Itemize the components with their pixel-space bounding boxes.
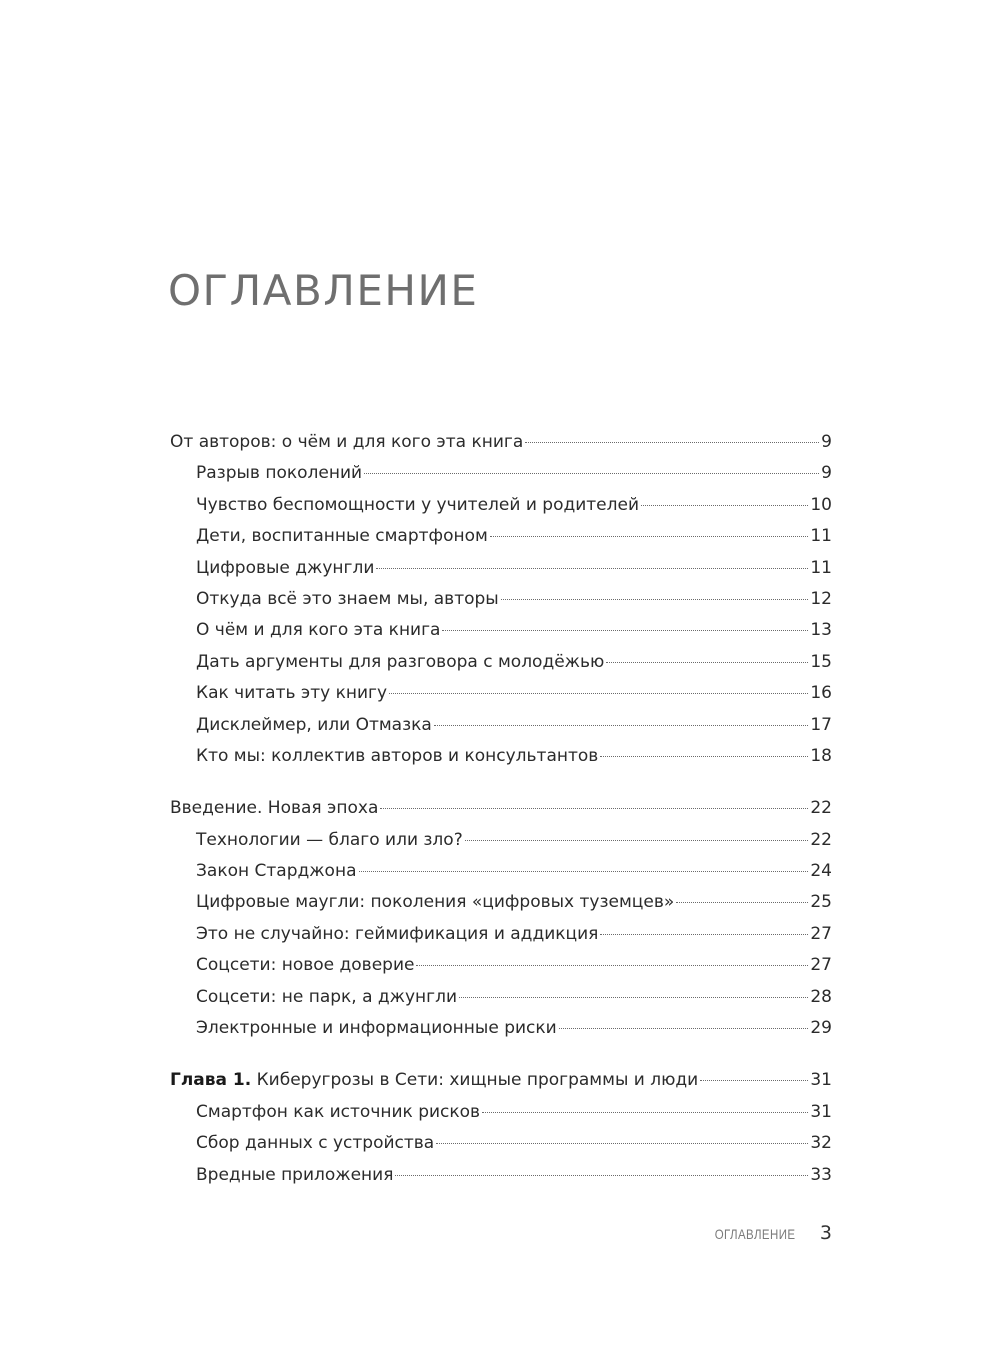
toc-page-number: 29: [810, 1018, 832, 1039]
dot-leader: [501, 599, 809, 600]
toc-page-number: 24: [810, 861, 832, 882]
toc-entry[interactable]: [170, 1013, 832, 1044]
toc-page-number: 11: [810, 557, 832, 578]
toc-section-heading[interactable]: [170, 1065, 832, 1096]
toc-entry[interactable]: [170, 825, 832, 856]
page-number: 3: [819, 1222, 832, 1244]
toc-page-number: 12: [810, 588, 832, 609]
toc-entry-title: Дисклеймер, или Отмазка: [196, 714, 432, 735]
toc-entry-title: О чём и для кого эта книга: [196, 620, 441, 641]
toc-entry-title: Как читать эту книгу: [196, 683, 388, 704]
toc-section-heading[interactable]: [170, 793, 832, 824]
toc-page-number: 11: [810, 526, 832, 547]
toc-entry[interactable]: [170, 615, 832, 646]
toc-page-number: 31: [810, 1070, 832, 1091]
toc-section: [170, 1065, 832, 1191]
toc-entry[interactable]: [170, 647, 832, 678]
toc-entry-title: Вредные приложения: [196, 1164, 394, 1185]
toc-entry-title: Цифровые джунгли: [196, 557, 375, 578]
dot-leader: [600, 756, 808, 757]
toc-page-number: 9: [821, 463, 832, 484]
toc-entry[interactable]: [170, 584, 832, 615]
running-title: ОГЛАВЛЕНИЕ: [715, 1226, 796, 1242]
toc-entry-title: Это не случайно: геймификация и аддикция: [196, 923, 599, 944]
dot-leader: [395, 1175, 808, 1176]
toc-page-number: 28: [810, 986, 832, 1007]
toc-page-number: 15: [810, 651, 832, 672]
toc-page-number: 22: [810, 829, 832, 850]
toc-page-number: 33: [810, 1164, 832, 1185]
toc-entry[interactable]: [170, 982, 832, 1013]
chapter-title: Киберугрозы в Сети: хищные программы и люди: [251, 1070, 699, 1091]
toc-entry-title: Закон Старджона: [196, 861, 357, 882]
toc-section-heading[interactable]: [170, 427, 832, 458]
dot-leader: [700, 1080, 808, 1081]
dot-leader: [434, 725, 809, 726]
toc-entry[interactable]: [170, 1128, 832, 1159]
toc-entry[interactable]: [170, 490, 832, 521]
toc-page-number: 18: [810, 745, 832, 766]
dot-leader: [465, 840, 809, 841]
toc-entry-title: Кто мы: коллектив авторов и консультантов: [196, 745, 599, 766]
toc-entry[interactable]: [170, 521, 832, 552]
toc-entry-title: Дать аргументы для разговора с молодёжью: [196, 651, 605, 672]
toc-page-number: 13: [810, 620, 832, 641]
dot-leader: [364, 473, 819, 474]
page-title: ОГЛАВЛЕНИЕ: [168, 266, 479, 315]
toc-entry-title: Введение. Новая эпоха: [170, 798, 379, 819]
toc-entry-title: Смартфон как источник рисков: [196, 1101, 481, 1122]
toc-page-number: 16: [810, 683, 832, 704]
toc-entry[interactable]: [170, 887, 832, 918]
dot-leader: [525, 442, 819, 443]
toc-entry[interactable]: [170, 950, 832, 981]
toc-page-number: 32: [810, 1133, 832, 1154]
toc-entry[interactable]: [170, 1160, 832, 1191]
dot-leader: [482, 1112, 808, 1113]
toc-entry-title: Цифровые маугли: поколения «цифровых туземцев»: [196, 892, 675, 913]
toc-page-number: 25: [810, 892, 832, 913]
dot-leader: [436, 1143, 808, 1144]
toc-section: [170, 793, 832, 1044]
toc-entry[interactable]: [170, 553, 832, 584]
toc-entry[interactable]: [170, 458, 832, 489]
dot-leader: [459, 997, 808, 998]
chapter-label: Глава 1.: [170, 1070, 252, 1091]
toc-entry-title: Электронные и информационные риски: [196, 1018, 557, 1039]
toc-page-number: 9: [821, 432, 832, 452]
toc-page-number: 17: [810, 714, 832, 735]
toc-entry-title: Технологии — благо или зло?: [196, 829, 463, 850]
dot-leader: [389, 693, 808, 694]
dot-leader: [442, 630, 808, 631]
toc-entry-title: Разрыв поколений: [196, 463, 363, 484]
toc-entry-title: Соцсети: новое доверие: [196, 955, 415, 976]
toc-page-number: 27: [810, 955, 832, 976]
toc-entry-title: От авторов: о чём и для кого эта книга: [170, 432, 524, 452]
toc-entry-title: Чувство беспомощности у учителей и родителей: [196, 494, 640, 515]
toc-entry-title: Дети, воспитанные смартфоном: [196, 526, 488, 547]
toc-section: [170, 427, 832, 772]
toc-entry[interactable]: [170, 678, 832, 709]
toc-entry[interactable]: [170, 856, 832, 887]
dot-leader: [490, 536, 809, 537]
dot-leader: [416, 965, 808, 966]
toc-entry[interactable]: [170, 710, 832, 741]
dot-leader: [559, 1028, 809, 1029]
toc-entry-title: Откуда всё это знаем мы, авторы: [196, 588, 499, 609]
dot-leader: [606, 662, 808, 663]
dot-leader: [376, 568, 808, 569]
dot-leader: [600, 934, 808, 935]
table-of-contents: [170, 427, 832, 1212]
toc-entry[interactable]: [170, 919, 832, 950]
dot-leader: [676, 902, 808, 903]
dot-leader: [641, 505, 808, 506]
toc-entry[interactable]: [170, 741, 832, 772]
dot-leader: [380, 808, 808, 809]
toc-entry[interactable]: [170, 1097, 832, 1128]
toc-entry-title: Соцсети: не парк, а джунгли: [196, 986, 458, 1007]
toc-page-number: 27: [810, 923, 832, 944]
toc-page-number: 31: [810, 1101, 832, 1122]
toc-entry-title: Сбор данных с устройства: [196, 1133, 435, 1154]
toc-page-number: 22: [810, 798, 832, 819]
toc-page-number: 10: [810, 494, 832, 515]
dot-leader: [359, 871, 809, 872]
page-footer: [0, 1222, 832, 1244]
toc-entry-title: [170, 1065, 698, 1096]
